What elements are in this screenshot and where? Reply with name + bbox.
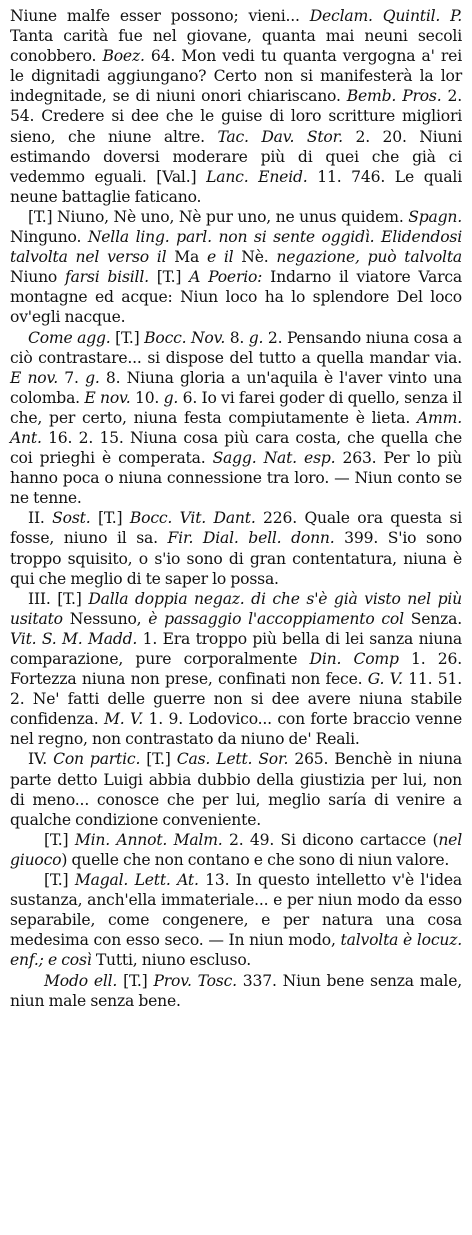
entry-paragraph-5: III. [T.] Dalla doppia negaz. di che s'è già visto nel più usitato Nessuno, è passaggio l'accoppiamento col Senza. Vit. S. M. Madd. 1. Era troppo più bella di lei sanza niuna comparazione, pure corporalmente Din. Comp 1. 26. Fortezza niuna non prese, confinati non fece. G. V. 11. 51. 2. Ne' fatti delle guerre non si dee avere niuna stabile confidenza. M. V. 1. 9. Lodovico... con forte braccio venne nel regno, non contrastato da niuno de' Reali. [10, 589, 463, 749]
entry-paragraph-3: Come agg. [T.] Bocc. Nov. 8. g. 2. Pensando niuna cosa a ciò contrastare... si dispose del tutto a quella mandar via. E nov. 7. g. 8. Niuna gloria a un'aquila è l'aver vinto una colomba. E nov. 10. g. 6. Io vi farei goder di quello, senza il che, per certo, niuna festa compiutamente è lieta. Amm. Ant. 16. 2. 15. Niuna cosa più cara costa, che quella che coi prieghi è comperata. Sagg. Nat. esp. 263. Per lo più hanno poca o niuna connessione tra loro. — Niun conto se ne tenne. [10, 328, 462, 508]
entry-paragraph-8: [T.] Magal. Lett. At. 13. In questo intelletto v'è l'idea sustanza, anch'ella immateriale... e per niun modo da esso separabile, come congenere, e per natura una cosa medesima con esso seco. — In niun modo, talvolta è locuz. enf.; e così Tutti, niuno escluso. [10, 871, 462, 970]
entry-paragraph-6: IV. Con partic. [T.] Cas. Lett. Sor. 265. Benchè in niuna parte detto Luigi abbia dubbio della giustizia per lui, non di meno... conosce che per lui, meglio saría di venire a qualche condizione conveniente. [10, 750, 463, 829]
entry-paragraph-2: [T.] Niuno, Nè uno, Nè pur uno, ne unus quidem. Spagn. Ninguno. Nella ling. parl. non si sente oggidì. Elidendosi talvolta nel verso il Ma e il Nè. negazione, può talvolta Niuno farsi bisill. [T.] A Poerio: Indarno il viatore Varca montagne ed acque: Niun loco ha lo splendore Del loco ov'egli nacque. [10, 207, 462, 327]
entry-paragraph-7: [T.] Min. Annot. Malm. 2. 49. Si dicono cartacce (nel giuoco) quelle che non contano e che sono di niun valore. [10, 830, 462, 869]
entry-paragraph-9: Modo ell. [T.] Prov. Tosc. 337. Niun bene senza male, niun male senza bene. [10, 971, 462, 1010]
entry-paragraph-1: Niune malfe esser possono; vieni... Declam. Quintil. P. Tanta carità fue nel giovane, quanta mai neuni secoli conobbero. Boez. 64. Mon vedi tu quanta vergogna a' rei le dignitadi aggiungano? Certo non si manifesterà la lor indegnitade, se di niuni onori chiariscano. Bemb. Pros. 2. 54. Credere si dee che le guise di loro scritture migliori sieno, che niune altre. Tac. Dav. Stor. 2. 20. Niuni estimando doversi moderare più di quei che già ci vedemmo eguali. [Val.] Lanc. Eneid. 11. 746. Le quali neune battaglie faticano. [10, 7, 462, 206]
entry-paragraph-4: II. Sost. [T.] Bocc. Vit. Dant. 226. Quale ora questa si fosse, niuno il sa. Fir. Dial. bell. donn. 399. S'io sono troppo squisito, o s'io sono di gran contentatura, niuna è qui che meglio di te saper lo possa. [10, 509, 463, 588]
